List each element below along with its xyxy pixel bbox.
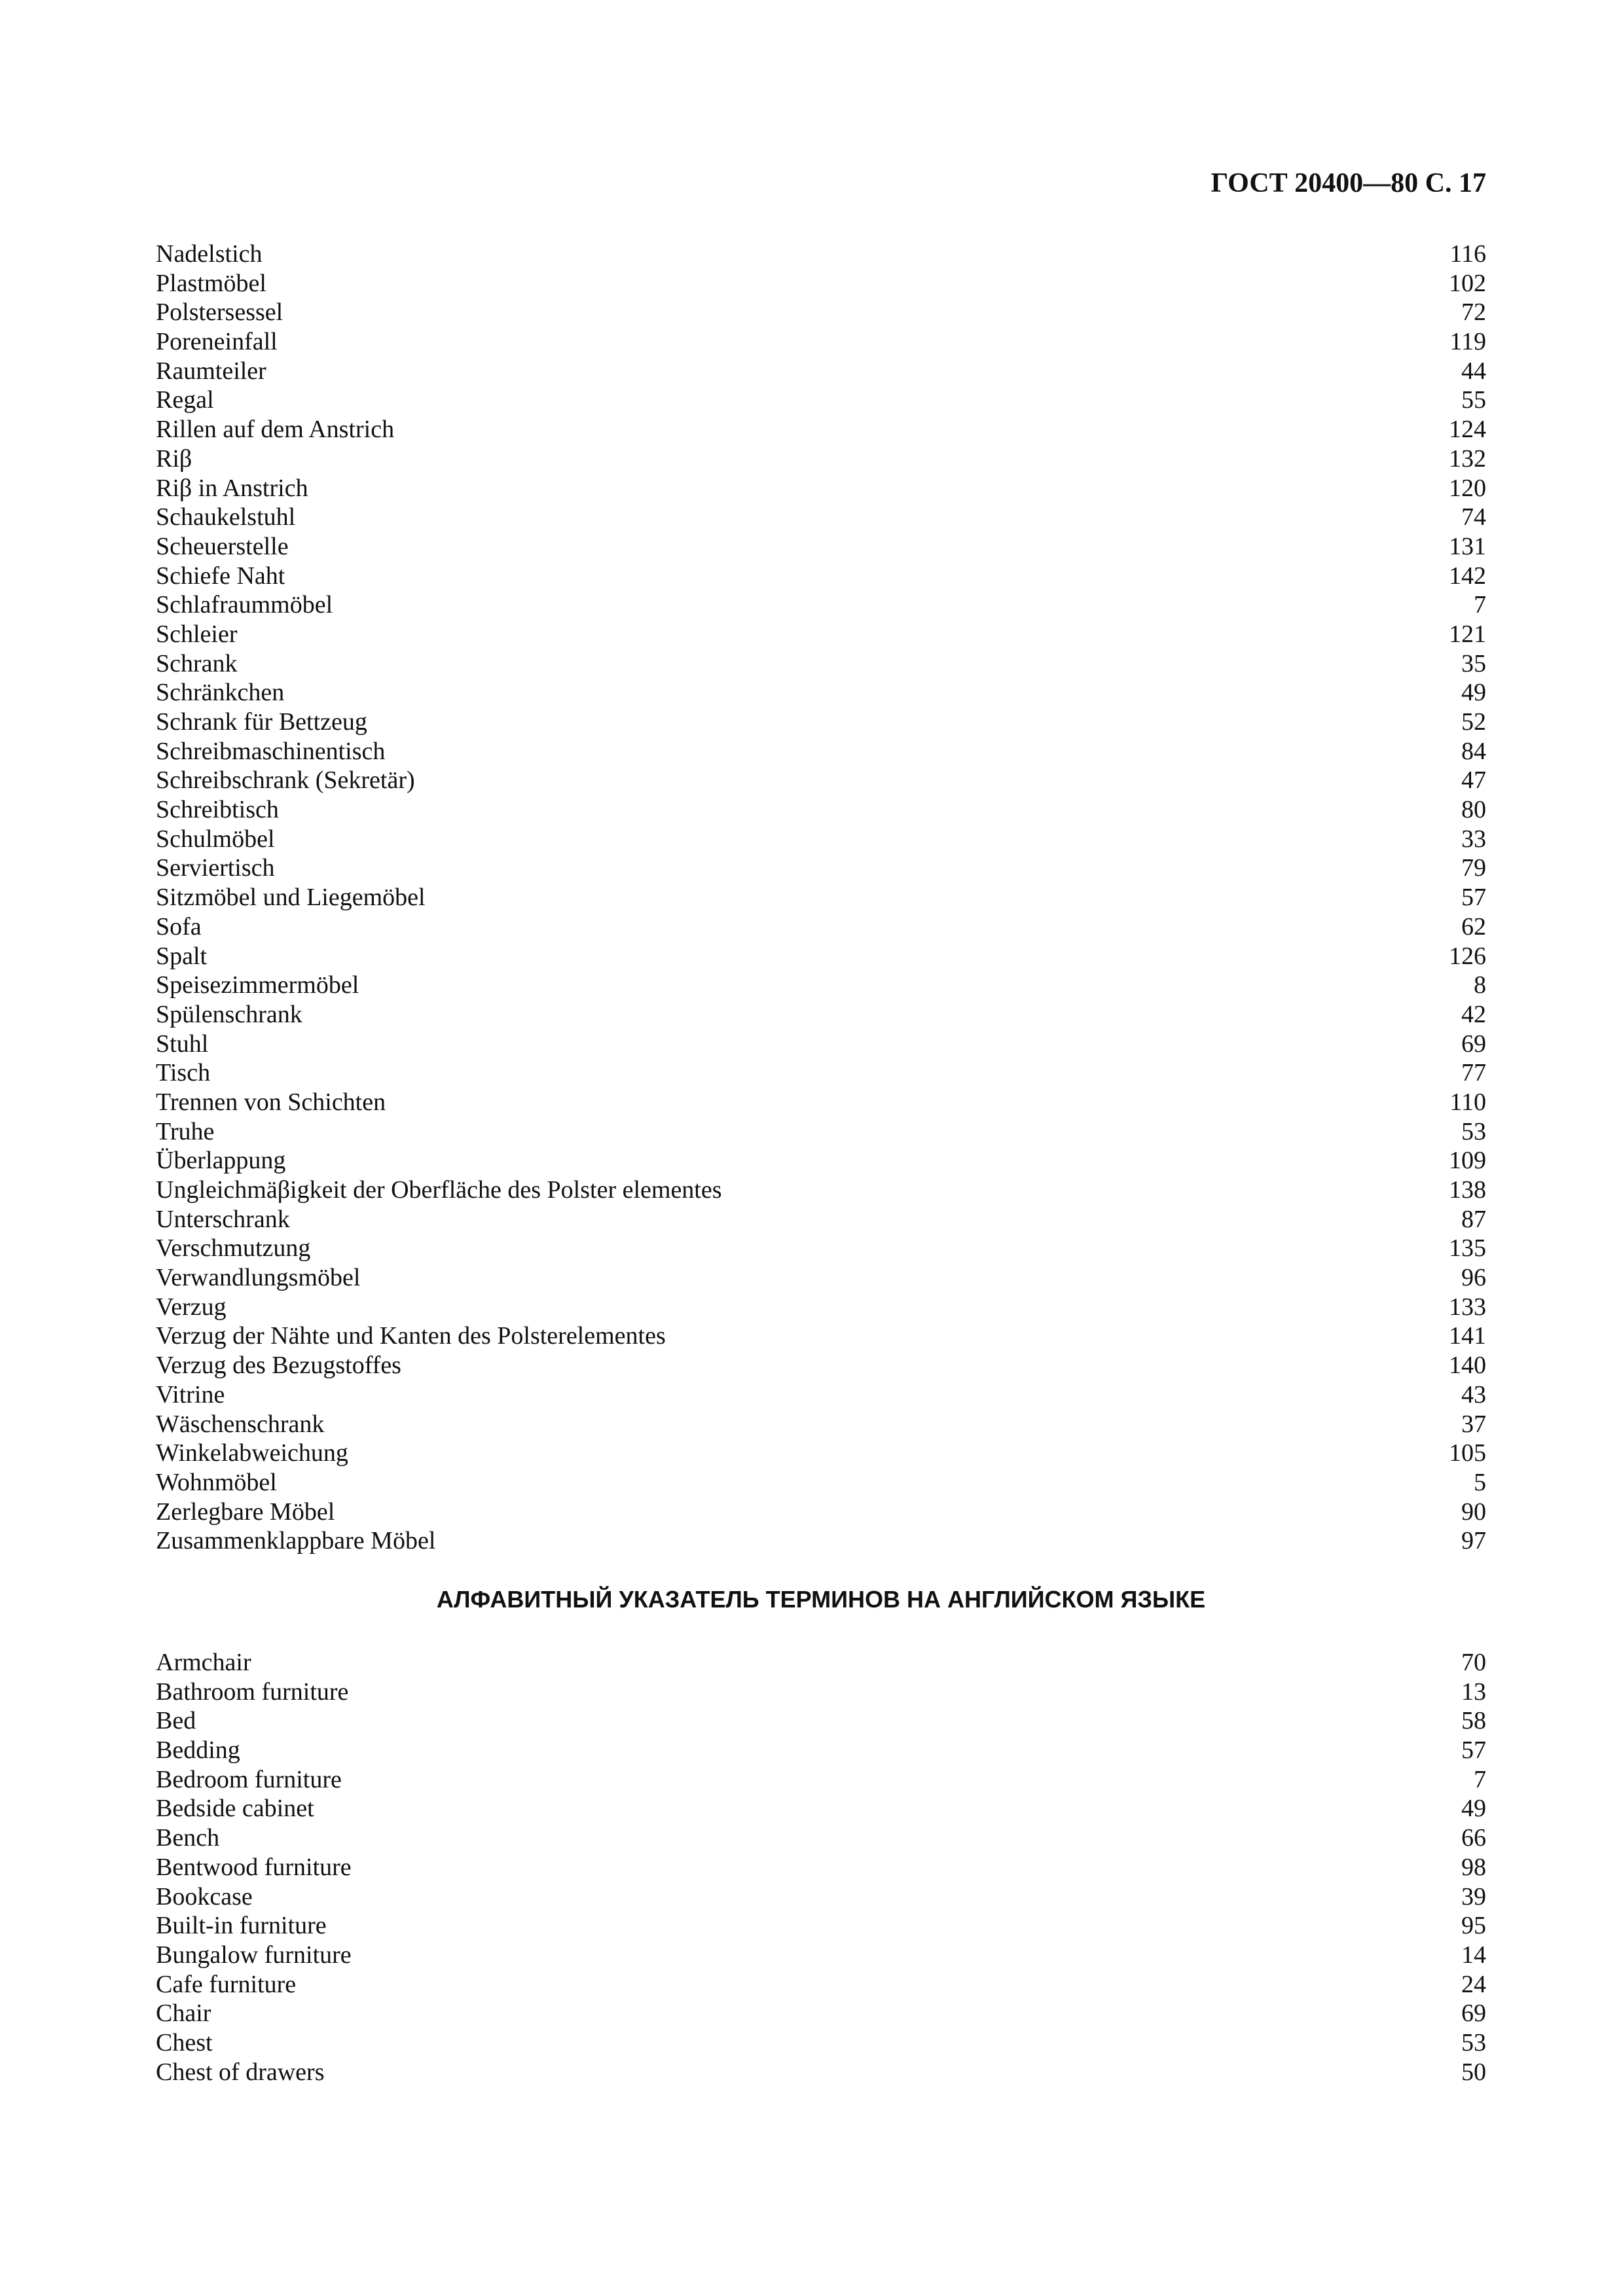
english-index-list — [156, 1648, 1486, 2087]
index-row — [156, 1823, 1486, 1853]
index-term: Schreibmaschinentisch — [156, 737, 386, 765]
index-number: 132 — [1449, 444, 1486, 473]
index-number: 52 — [1461, 708, 1486, 736]
index-row — [156, 415, 1486, 444]
index-row — [156, 1911, 1486, 1941]
index-term: Polstersessel — [156, 298, 283, 327]
index-number: 121 — [1449, 620, 1486, 648]
index-number: 96 — [1461, 1264, 1486, 1292]
index-number: 7 — [1474, 591, 1486, 619]
index-number: 37 — [1461, 1410, 1486, 1438]
index-row — [156, 357, 1486, 386]
index-term: Bungalow furniture — [156, 1941, 352, 1969]
index-row — [156, 1999, 1486, 2028]
index-term: Verwandlungsmöbel — [156, 1264, 361, 1292]
index-term: Schleier — [156, 620, 238, 648]
index-row — [156, 590, 1486, 620]
index-row — [156, 1351, 1486, 1380]
index-term: Nadelstich — [156, 240, 263, 268]
index-number: 62 — [1461, 912, 1486, 941]
index-term: Regal — [156, 386, 214, 414]
index-term: Sofa — [156, 912, 202, 941]
index-number: 84 — [1461, 737, 1486, 765]
index-row — [156, 1380, 1486, 1410]
index-number: 39 — [1461, 1882, 1486, 1910]
index-number: 138 — [1449, 1176, 1486, 1204]
index-row — [156, 240, 1486, 269]
index-number: 105 — [1449, 1439, 1486, 1467]
index-term: Bathroom furniture — [156, 1677, 349, 1706]
index-term: Chair — [156, 2000, 211, 2028]
index-number: 133 — [1449, 1293, 1486, 1321]
index-number: 135 — [1449, 1234, 1486, 1263]
index-row — [156, 1321, 1486, 1351]
index-row — [156, 1882, 1486, 1912]
index-number: 72 — [1461, 298, 1486, 327]
index-row — [156, 1970, 1486, 2000]
index-number: 7 — [1474, 1765, 1486, 1793]
index-term: Tisch — [156, 1059, 211, 1087]
index-number: 24 — [1461, 1970, 1486, 1998]
index-number: 102 — [1449, 269, 1486, 297]
index-number: 66 — [1461, 1824, 1486, 1852]
index-term: Bedding — [156, 1736, 240, 1765]
index-row — [156, 1175, 1486, 1205]
index-row — [156, 532, 1486, 562]
index-number: 42 — [1461, 1000, 1486, 1028]
index-number: 131 — [1449, 532, 1486, 560]
index-term: Bed — [156, 1707, 196, 1735]
index-number: 119 — [1450, 328, 1486, 356]
index-number: 97 — [1461, 1527, 1486, 1555]
index-row — [156, 1117, 1486, 1147]
index-row — [156, 1853, 1486, 1882]
index-row — [156, 678, 1486, 708]
index-number: 90 — [1461, 1498, 1486, 1526]
index-row — [156, 1234, 1486, 1263]
index-term: Schiefe Naht — [156, 562, 285, 590]
index-row — [156, 1736, 1486, 1765]
index-number: 58 — [1461, 1707, 1486, 1735]
index-number: 49 — [1461, 679, 1486, 707]
index-number: 70 — [1461, 1649, 1486, 1676]
index-number: 44 — [1461, 357, 1486, 385]
index-number: 33 — [1461, 825, 1486, 853]
index-term: Schränkchen — [156, 679, 285, 707]
index-term: Chest of drawers — [156, 2058, 325, 2086]
index-number: 74 — [1461, 503, 1486, 531]
index-row — [156, 1000, 1486, 1030]
index-term: Überlappung — [156, 1147, 286, 1175]
index-term: Bedroom furniture — [156, 1765, 342, 1793]
index-term: Riβ in Anstrich — [156, 474, 308, 502]
index-number: 53 — [1461, 2028, 1486, 2056]
index-row — [156, 1648, 1486, 1677]
index-row — [156, 1205, 1486, 1234]
german-index-list — [156, 240, 1486, 1556]
index-number: 98 — [1461, 1853, 1486, 1881]
index-number: 13 — [1461, 1677, 1486, 1706]
index-number: 55 — [1461, 386, 1486, 414]
index-term: Cafe furniture — [156, 1970, 297, 1998]
index-row — [156, 1706, 1486, 1736]
index-term: Schreibschrank (Sekretär) — [156, 766, 415, 795]
index-term: Verzug der Nähte und Kanten des Polsterelementes — [156, 1322, 666, 1350]
index-number: 87 — [1461, 1205, 1486, 1233]
index-term: Bookcase — [156, 1882, 253, 1910]
index-row — [156, 1146, 1486, 1175]
index-number: 69 — [1461, 1030, 1486, 1058]
index-term: Scheuerstelle — [156, 532, 289, 560]
index-row — [156, 1677, 1486, 1707]
index-number: 8 — [1474, 971, 1486, 999]
index-row — [156, 2058, 1486, 2087]
index-term: Schrank für Bettzeug — [156, 708, 367, 736]
index-number: 80 — [1461, 796, 1486, 824]
index-row — [156, 971, 1486, 1000]
index-term: Truhe — [156, 1117, 215, 1145]
index-term: Schaukelstuhl — [156, 503, 296, 531]
index-number: 5 — [1474, 1468, 1486, 1496]
index-number: 43 — [1461, 1380, 1486, 1408]
index-term: Ungleichmäβigkeit der Oberfläche des Polster elementes — [156, 1176, 722, 1204]
index-number: 49 — [1461, 1795, 1486, 1823]
index-row — [156, 386, 1486, 415]
index-term: Speisezimmermöbel — [156, 971, 359, 999]
index-row — [156, 1439, 1486, 1468]
index-term: Sitzmöbel und Liegemöbel — [156, 884, 426, 912]
index-number: 47 — [1461, 766, 1486, 795]
index-row — [156, 795, 1486, 825]
index-number: 95 — [1461, 1912, 1486, 1940]
index-number: 57 — [1461, 884, 1486, 912]
index-row — [156, 853, 1486, 883]
index-term: Schlafraummöbel — [156, 591, 333, 619]
index-row — [156, 620, 1486, 649]
index-term: Rillen auf dem Anstrich — [156, 416, 395, 444]
index-term: Zusammenklappbare Möbel — [156, 1527, 436, 1555]
index-term: Vitrine — [156, 1380, 225, 1408]
index-term: Winkelabweichung — [156, 1439, 348, 1467]
index-row — [156, 1765, 1486, 1795]
index-number: 35 — [1461, 649, 1486, 677]
index-number: 57 — [1461, 1736, 1486, 1765]
index-row — [156, 269, 1486, 298]
index-term: Schrank — [156, 649, 238, 677]
index-term: Plastmöbel — [156, 269, 266, 297]
index-term: Serviertisch — [156, 854, 275, 882]
index-row — [156, 1498, 1486, 1527]
index-term: Wäschenschrank — [156, 1410, 325, 1438]
index-term: Armchair — [156, 1649, 251, 1676]
index-number: 79 — [1461, 854, 1486, 882]
index-number: 116 — [1450, 240, 1486, 268]
index-term: Spalt — [156, 942, 208, 970]
index-row — [156, 1526, 1486, 1556]
index-row — [156, 327, 1486, 357]
index-row — [156, 912, 1486, 942]
index-number: 120 — [1449, 474, 1486, 502]
index-term: Bentwood furniture — [156, 1853, 352, 1881]
index-row — [156, 1088, 1486, 1117]
index-number: 14 — [1461, 1941, 1486, 1969]
index-term: Riβ — [156, 444, 192, 473]
index-term: Unterschrank — [156, 1205, 290, 1233]
index-term: Schulmöbel — [156, 825, 275, 853]
index-row — [156, 1794, 1486, 1823]
index-number: 126 — [1449, 942, 1486, 970]
index-term: Poreneinfall — [156, 328, 278, 356]
page-header: ГОСТ 20400—80 С. 17 — [1211, 168, 1486, 198]
index-row — [156, 883, 1486, 912]
index-term: Verschmutzung — [156, 1234, 311, 1263]
index-row — [156, 562, 1486, 591]
index-term: Wohnmöbel — [156, 1468, 277, 1496]
index-term: Stuhl — [156, 1030, 209, 1058]
index-number: 50 — [1461, 2058, 1486, 2086]
index-number: 53 — [1461, 1117, 1486, 1145]
index-number: 110 — [1450, 1088, 1486, 1116]
index-number: 109 — [1449, 1147, 1486, 1175]
index-row — [156, 737, 1486, 766]
index-row — [156, 825, 1486, 854]
index-row — [156, 1058, 1486, 1088]
index-row — [156, 942, 1486, 971]
index-term: Built-in furniture — [156, 1912, 327, 1940]
index-row — [156, 2028, 1486, 2058]
index-term: Raumteiler — [156, 357, 266, 385]
index-number: 77 — [1461, 1059, 1486, 1087]
index-row — [156, 298, 1486, 327]
index-row — [156, 1030, 1486, 1059]
index-term: Verzug — [156, 1293, 227, 1321]
index-term: Schreibtisch — [156, 796, 279, 824]
index-number: 141 — [1449, 1322, 1486, 1350]
index-term: Trennen von Schichten — [156, 1088, 386, 1116]
index-row — [156, 708, 1486, 737]
index-term: Chest — [156, 2028, 213, 2056]
index-number: 124 — [1449, 416, 1486, 444]
index-row — [156, 1263, 1486, 1293]
index-number: 142 — [1449, 562, 1486, 590]
index-number: 140 — [1449, 1352, 1486, 1380]
index-row — [156, 503, 1486, 532]
index-term: Zerlegbare Möbel — [156, 1498, 335, 1526]
english-index-heading: АЛФАВИТНЫЙ УКАЗАТЕЛЬ ТЕРМИНОВ НА АНГЛИЙСКОМ ЯЗЫКЕ — [436, 1586, 1206, 1613]
index-row — [156, 444, 1486, 474]
index-row — [156, 649, 1486, 679]
index-row — [156, 1941, 1486, 1970]
index-term: Bedside cabinet — [156, 1795, 314, 1823]
index-term: Spülenschrank — [156, 1000, 302, 1028]
index-row — [156, 1410, 1486, 1439]
index-term: Bench — [156, 1824, 220, 1852]
index-row — [156, 1293, 1486, 1322]
index-row — [156, 766, 1486, 795]
index-term: Verzug des Bezugstoffes — [156, 1352, 401, 1380]
index-row — [156, 1468, 1486, 1498]
index-number: 69 — [1461, 2000, 1486, 2028]
index-row — [156, 474, 1486, 503]
